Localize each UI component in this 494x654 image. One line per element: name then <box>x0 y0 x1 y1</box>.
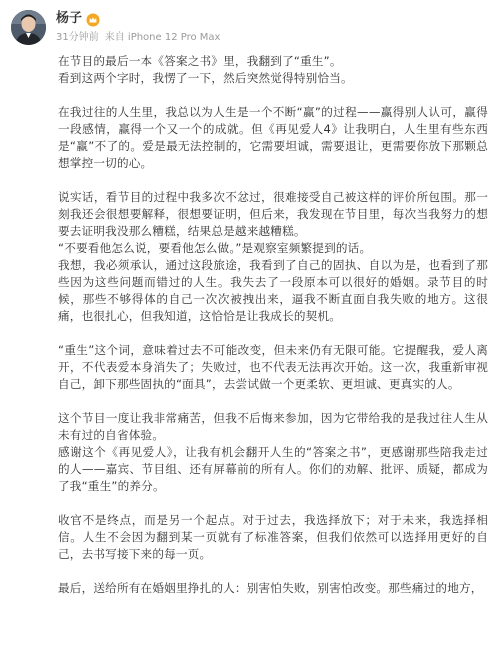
paragraph-3: 在我过往的人生里，我总以为人生是一个不断“赢”的过程——赢得别人认可，赢得一段感情，赢得一个又一个的成就。但《再见爱人4》让我明白，人生里有些东西是“赢”不了的。爱是最无法控制的，它需要坦诚，需要退让，更需要你放下那颗总想掌控一切的心。 <box>58 105 488 170</box>
post-time: 31分钟前 <box>56 32 99 43</box>
author-name[interactable]: 杨子 <box>56 11 83 26</box>
post-header <box>0 0 494 58</box>
post-body <box>58 53 488 597</box>
paragraph-10: 收官不是终点，而是另一个起点。对于过去，我选择放下；对于未来，我选择相信。人生不会因为翻到某一页就有了标准答案，但我们依然可以选择用更好的自己，去书写接下来的每一页。 <box>58 513 488 561</box>
paragraph-8: 这个节目一度让我非常痛苦，但我不后悔来参加，因为它带给我的是我过往人生从未有过的自省体验。 <box>58 411 488 442</box>
post-meta <box>56 31 220 45</box>
paragraph-9: 感谢这个《再见爱人》，让我有机会翻开人生的“答案之书”，更感谢那些陪我走过的人——嘉宾、节目组、还有屏幕前的所有人。你们的劝解、批评、质疑，都成为了我“重生”的养分。 <box>58 445 488 493</box>
post-device: 来自 iPhone 12 Pro Max <box>104 32 221 43</box>
author-row <box>56 10 100 28</box>
user-avatar[interactable] <box>11 10 46 45</box>
avatar-image <box>11 10 46 45</box>
paragraph-2: 看到这两个字时，我愣了一下，然后突然觉得特别恰当。 <box>58 71 353 85</box>
vip-crown-icon <box>86 12 100 26</box>
paragraph-6: 我想，我必须承认，通过这段旅途，我看到了自己的固执、自以为是，也看到了那些因为这些问题而错过的人生。我失去了一段原本可以很好的婚姻。录节目的时候，那些不够得体的自己一次次被拽出来，逼我不断直面自我失败的地方。这很痛，也很扎心，但我知道，这恰恰是让我成长的契机。 <box>58 258 488 323</box>
paragraph-1: 在节目的最后一本《答案之书》里，我翻到了“重生”。 <box>58 54 342 68</box>
paragraph-4: 说实话，看节目的过程中我多次不忿过，很难接受自己被这样的评价所包围。那一刻我还会很想要解释，很想要证明，但后来，我发现在节目里，每次当我努力的想要去证明我没那么糟糕，结果总是越来越糟糕。 <box>58 190 488 238</box>
paragraph-11: 最后，送给所有在婚姻里挣扎的人：别害怕失败，别害怕改变。那些痛过的地方， <box>58 581 483 595</box>
paragraph-7: “重生”这个词，意味着过去不可能改变，但未来仍有无限可能。它提醒我，爱人离开，不代表爱本身消失了；失败过，也不代表无法再次开始。这一次，我重新审视自己，卸下那些固执的“面具”，去尝试做一个更柔软、更坦诚、更真实的人。 <box>58 343 488 391</box>
paragraph-5: “不要看他怎么说，要看他怎么做。”是观察室频繁提到的话。 <box>58 241 372 255</box>
